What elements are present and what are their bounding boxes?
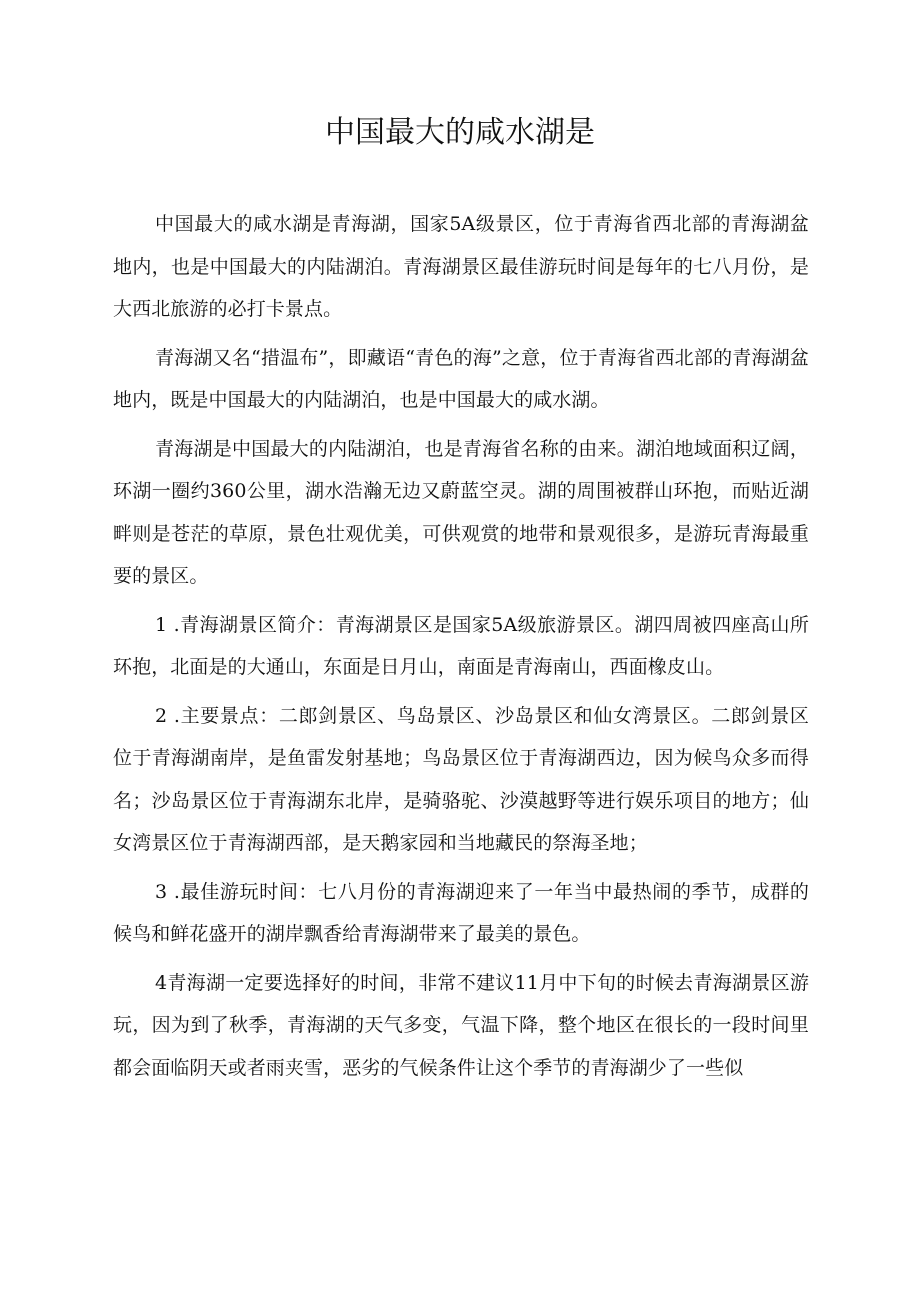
paragraph-item-4: 4青海湖一定要选择好的时间，非常不建议11月中下旬的时候去青海湖景区游玩，因为到了秋季，青海湖的天气多变，气温下降，整个地区在很长的一段时间里都会面临阴天或者雨夹雪，恶劣的气候条件让这个季节的青海湖少了一些似 <box>113 971 809 1079</box>
paragraph-intro: 中国最大的咸水湖是青海湖，国家5A级景区，位于青海省西北部的青海湖盆地内，也是中国最大的内陆湖泊。青海湖景区最佳游玩时间是每年的七八月份，是大西北旅游的必打卡景点。 <box>113 213 809 320</box>
paragraph-item-3: 3 .最佳游玩时间：七八月份的青海湖迎来了一年当中最热闹的季节，成群的候鸟和鲜花盛开的湖岸飘香给青海湖带来了最美的景色。 <box>113 880 809 945</box>
paragraph-overview: 青海湖是中国最大的内陆湖泊，也是青海省名称的由来。湖泊地域面积辽阔，环湖一圈约360公里，湖水浩瀚无边又蔚蓝空灵。湖的周围被群山环抱，而贴近湖畔则是苍茫的草原，景色壮观优美，可供观赏的地带和景观很多，是游玩青海最重要的景区。 <box>113 437 809 587</box>
paragraph-alias: 青海湖又名“措温布”，即藏语“青色的海”之意，位于青海省西北部的青海湖盆地内，既是中国最大的内陆湖泊，也是中国最大的咸水湖。 <box>113 346 809 411</box>
document-body <box>113 203 809 1095</box>
paragraph-item-1: 1 .青海湖景区简介：青海湖景区是国家5A级旅游景区。湖四周被四座高山所环抱，北面是的大通山，东面是日月山，南面是青海南山，西面橡皮山。 <box>113 613 809 678</box>
paragraph-item-2: 2 .主要景点：二郎剑景区、鸟岛景区、沙岛景区和仙女湾景区。二郎剑景区位于青海湖南岸，是鱼雷发射基地；鸟岛景区位于青海湖西边，因为候鸟众多而得名；沙岛景区位于青海湖东北岸，是骑骆驼、沙漠越野等进行娱乐项目的地方；仙女湾景区位于青海湖西部，是天鹅家园和当地藏民的祭海圣地； <box>113 704 809 854</box>
document-title: 中国最大的咸水湖是 <box>325 115 595 150</box>
